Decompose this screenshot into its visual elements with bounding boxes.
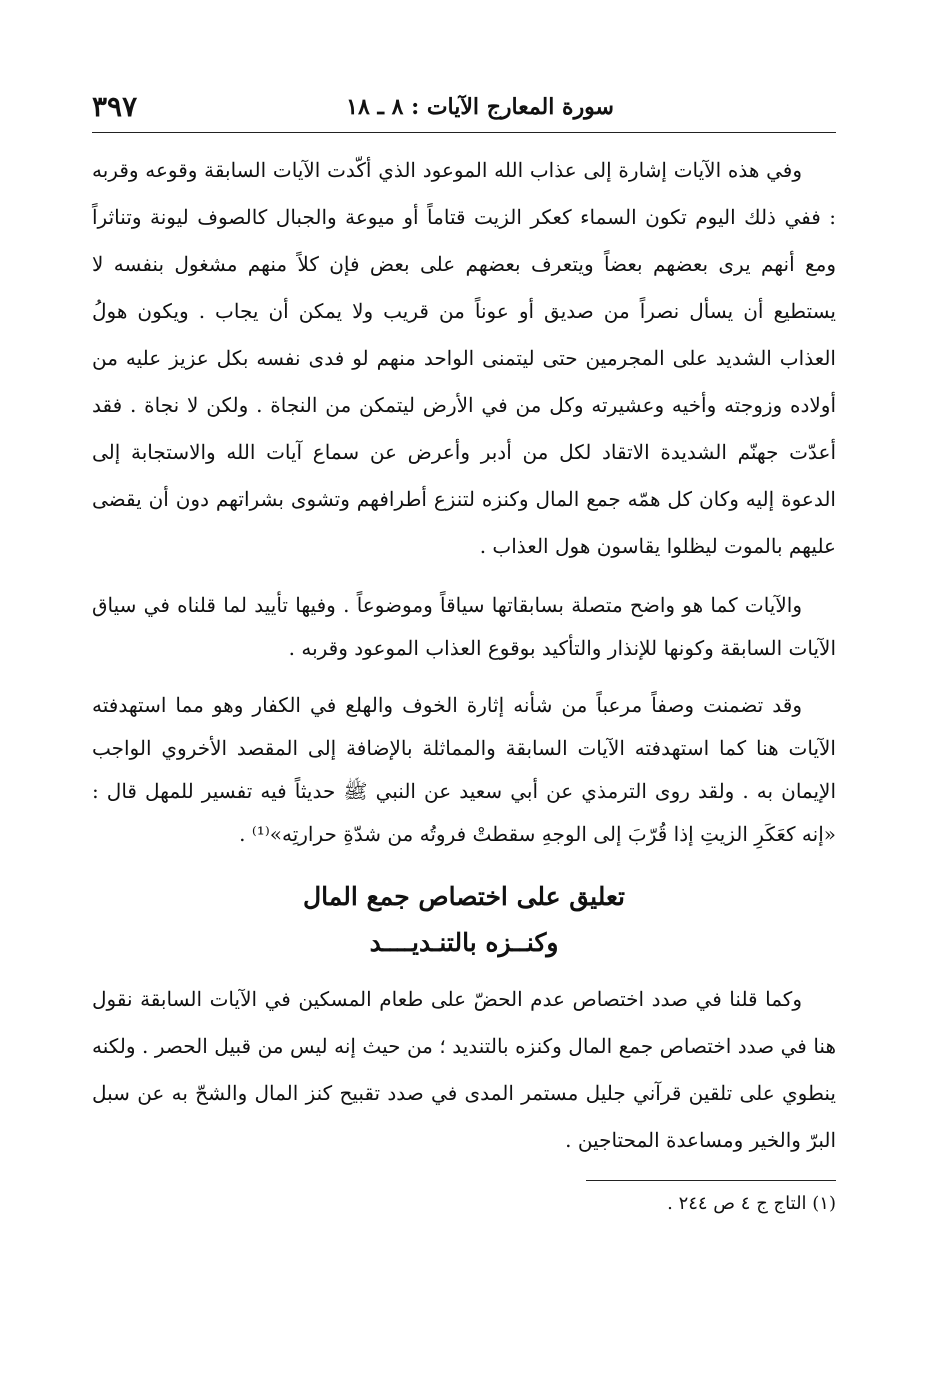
surah-title: سورة المعارج الآيات : ٨ ـ ١٨ (346, 94, 614, 120)
paragraph-2: والآيات كما هو واضح متصلة بسابقاتها سياقاً وموضوعاً . وفيها تأييد لما قلناه في سياق الآيات السابقة وكونها للإنذار والتأكيد بوقوع العذاب الموعود وقربه . (92, 593, 836, 660)
section-heading-line-2: وكنــزه بالتنـديــــد (369, 928, 559, 957)
paragraph-3: وقد تضمنت وصفاً مرعباً من شأنه إثارة الخوف والهلع في الكفار وهو مما استهدفته الآيات هنا كما استهدفته الآيات السابقة والمماثلة بالإضافة إلى المقصد الأخروي الواجب الإيمان به . ولقد روى الترمذي عن أبي سعيد عن النبي ﷺ حديثاً فيه تفسير للمهل قال : «إنه كعَكَرِ الزيتِ إذا قُرّبَ إلى الوجهِ سقطتْ فروتُه من شدّةِ حرارتِه»⁽¹⁾ . (92, 693, 836, 846)
section-heading-line-1: تعليق على اختصاص جمع المال (302, 882, 625, 911)
paragraph-1: وفي هذه الآيات إشارة إلى عذاب الله الموعود الذي أكّدت الآيات السابقة وقوعه وقربه : ففي ذلك اليوم تكون السماء كعكر الزيت قتاماً أو ميوعة والجبال كالصوف ليونة وتناثراً ومع أنهم يرى بعضهم بعضاً ويتعرف بعضهم على بعض فإن كلاً منهم مشغول بنفسه لا يستطيع أن يسأل نصراً من صديق أو عوناً من قريب ولا يمكن أن يجاب . ويكون هولُ العذاب الشديد على المجرمين حتى ليتمنى الواحد منهم لو فدى نفسه بكل عزيز عليه من أولاده وزوجته وأخيه وعشيرته وكل من في الأرض ليتمكن من النجاة . ولكن لا نجاة . فقد أعدّت جهنّم الشديدة الاتقاد لكل من أدبر وأعرض عن سماع آيات الله والاستجابة إلى الدعوة إليه وكان كل همّه جمع المال وكنزه لتنزع أطرافهم وتشوى بشراتهم دون أن يقضى عليهم بالموت ليظلوا يقاسون هول العذاب . (92, 158, 837, 558)
page-header (92, 88, 836, 133)
book-page (92, 88, 836, 1221)
footnote-divider (586, 1180, 836, 1181)
page-number: ٣٩٧ (92, 90, 138, 123)
paragraph-4: وكما قلنا في صدد اختصاص عدم الحضّ على طعام المسكين في الآيات السابقة نقول هنا في صدد اختصاص جمع المال وكنزه بالتنديد ؛ من حيث إنه ليس من قبيل الحصر . ولكنه ينطوي على تلقين قرآني جليل مستمر المدى في صدد تقبيح كنز المال والشحّ به عن سبل البرّ والخير ومساعدة المحتاجين . (92, 987, 836, 1152)
footnote: (١) التاج ج ٤ ص ٢٤٤ . (667, 1193, 836, 1214)
